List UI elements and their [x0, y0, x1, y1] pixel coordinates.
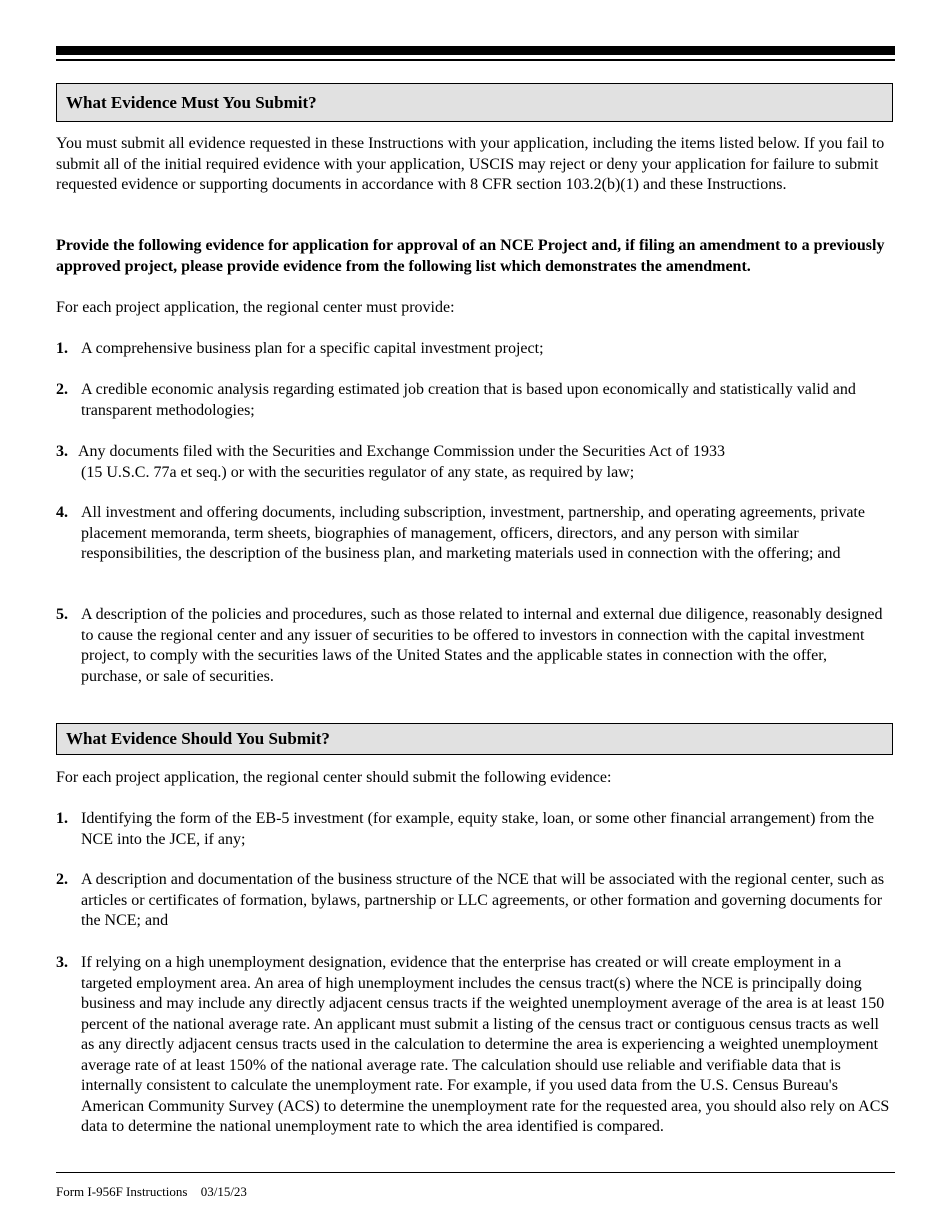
list-number: 2. — [56, 871, 68, 888]
list-number: 3. — [56, 954, 68, 971]
list-number: 3. — [56, 443, 68, 460]
section-heading-must-submit: What Evidence Must You Submit? — [56, 83, 893, 122]
should-submit-lead-in: For each project application, the regional center should submit the following evidence: — [56, 769, 612, 786]
intro-paragraph: You must submit all evidence requested in these Instructions with your application, including the items listed below. If you fail to submit all of the initial required evidence with your application, USCIS may reject or deny your application for failure to submit requested evidence or supporting documents in accordance with 8 CFR section 103.2(b)(1) and these Instructions. — [56, 135, 885, 193]
list-number: 2. — [56, 381, 68, 398]
list-item — [56, 339, 890, 360]
list-item — [56, 605, 890, 687]
list-item — [56, 870, 890, 932]
bold-instruction: Provide the following evidence for application for approval of an NCE Project and, if filing an amendment to a previously approved project, please provide evidence from the following list which demonstrates the amendment. — [56, 237, 885, 275]
footer-date: 03/15/23 — [200, 1184, 247, 1199]
list-number: 1. — [56, 340, 68, 357]
list-number: 5. — [56, 606, 68, 623]
top-rule-thin — [56, 59, 895, 61]
top-rule-thick — [56, 46, 895, 55]
list-item — [56, 442, 890, 483]
list-item-text: A description and documentation of the business structure of the NCE that will be associated with the regional center, such as articles or certificates of formation, bylaws, partnership or LLC agreements, or other formation and governing documents for the NCE; and — [81, 871, 885, 929]
footer-form-name: Form I-956F Instructions — [56, 1184, 188, 1199]
list-item-text-line1: Any documents filed with the Securities and Exchange Commission under the Securities Act of 1933 — [78, 443, 725, 460]
list-item-text: All investment and offering documents, including subscription, investment, partnership, and operating agreements, private placement memoranda, term sheets, biographies of management, officers, directors, and any person with similar responsibilities, the description of the business plan, and marketing materials used in connection with the offering; and — [81, 504, 865, 562]
list-item-text: Identifying the form of the EB-5 investment (for example, equity stake, loan, or some other financial arrangement) from the NCE into the JCE, if any; — [81, 810, 875, 848]
footer-rule — [56, 1172, 895, 1173]
list-item — [56, 953, 890, 1138]
list-item — [56, 380, 890, 421]
must-provide-lead-in: For each project application, the regional center must provide: — [56, 299, 455, 316]
list-item-text-line2: (15 U.S.C. 77a et seq.) or with the securities regulator of any state, as required by law; — [81, 463, 635, 481]
section-heading-should-submit: What Evidence Should You Submit? — [56, 723, 893, 755]
list-number: 1. — [56, 810, 68, 827]
list-item-text: A comprehensive business plan for a specific capital investment project; — [81, 340, 544, 357]
list-item — [56, 809, 890, 850]
list-item-text: A credible economic analysis regarding estimated job creation that is based upon economically and statistically valid and transparent methodologies; — [81, 381, 856, 419]
list-item-text: If relying on a high unemployment designation, evidence that the enterprise has created or will create employment in a targeted employment area. An area of high unemployment includes the census tract(s) where the NCE is principally doing business and may include any directly adjacent census tracts if the weighted unemployment average of the area is at least 150 percent of the national average rate. An applicant must submit a listing of the census tract or contiguous census tracts as well as any directly adjacent census tracts used in the calculation to determine the area is experiencing a weighted unemployment average rate of at least 150% of the national average rate. The calculation should use reliable and verifiable data that is internally consistent to calculate the unemployment rate. For example, if you used data from the U.S. Census Bureau's American Community Survey (ACS) to determine the unemployment rate for the requested area, you should also rely on ACS data to determine the national unemployment rate to which the area identified is compared. — [81, 954, 890, 1135]
list-item-text: A description of the policies and procedures, such as those related to internal and external due diligence, reasonably designed to cause the regional center and any issuer of securities to be offered to investors in connection with the capital investment project, to comply with the securities laws of the United States and the applicable states in connection with the offer, purchase, or sale of securities. — [81, 606, 883, 685]
list-number: 4. — [56, 504, 68, 521]
list-item — [56, 503, 890, 565]
page-footer — [56, 1184, 247, 1199]
